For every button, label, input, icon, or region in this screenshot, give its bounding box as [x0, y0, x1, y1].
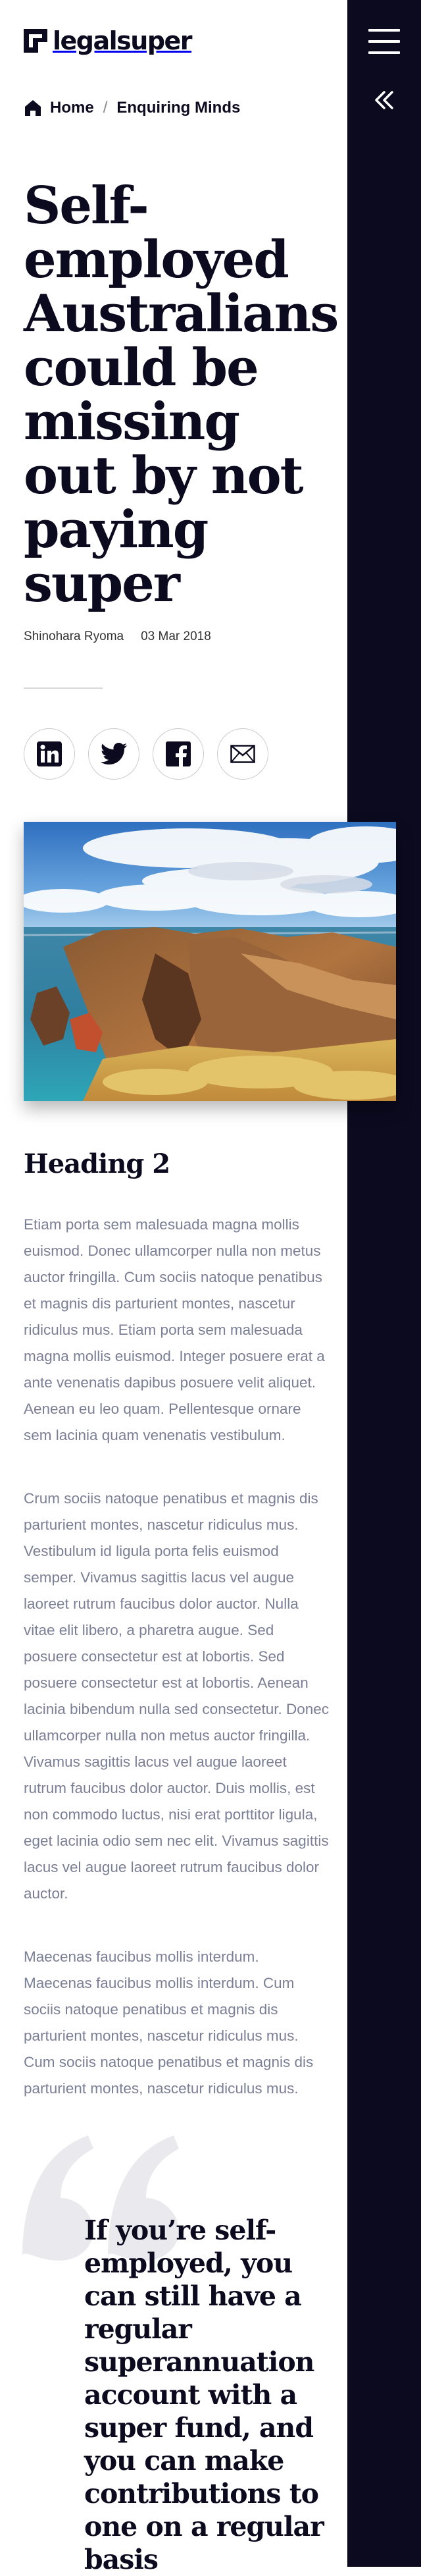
side-rail: [347, 0, 421, 2567]
article-paragraph-1: Etiam porta sem malesuada magna mollis euismod. Donec ullamcorper nulla non metus auctor fringilla. Cum sociis natoque penatibus et magnis dis parturient montes, nascetur ridiculus mus. Etiam porta sem malesuada magna mollis euismod. Integer posuere erat a ante venenatis dapibus posuere velit aliquet. Aenean eu leo quam. Pellentesque ornare sem lacinia quam venenatis vestibulum.: [24, 1216, 325, 1443]
breadcrumb-current-link[interactable]: Enquiring Minds: [116, 99, 241, 117]
hero-image: [24, 822, 396, 1101]
article-date: 03 Mar 2018: [141, 630, 211, 643]
twitter-icon: [101, 743, 127, 765]
article-paragraph-3: Maecenas faucibus mollis interdum. Maecenas faucibus mollis interdum. Cum sociis natoque penatibus et magnis dis parturient montes, nascetur ridiculus mus. Cum sociis natoque penatibus et magnis dis parturient montes, nascetur ridiculus mus.: [24, 1948, 314, 2097]
coastal-landscape-image: [24, 822, 396, 1101]
meta-divider: [24, 687, 103, 689]
brand-name: legalsuper: [53, 26, 192, 55]
double-chevron-left-icon[interactable]: [371, 87, 397, 113]
breadcrumb-separator: /: [103, 99, 108, 117]
menu-bar: [368, 51, 400, 54]
share-buttons: [24, 728, 268, 780]
logo-mark-icon: [24, 29, 47, 53]
menu-bar: [368, 29, 400, 32]
menu-bar: [368, 40, 400, 43]
breadcrumb-home-link[interactable]: Home: [50, 99, 94, 117]
section-heading: Heading 2: [24, 1148, 170, 1179]
linkedin-icon: [37, 741, 62, 766]
home-icon[interactable]: [24, 99, 42, 117]
article-meta: [24, 630, 211, 644]
article-author: Shinohara Ryoma: [24, 630, 124, 643]
email-icon: [230, 745, 255, 763]
share-facebook-button[interactable]: [153, 728, 204, 780]
article-title: Self-employed Australians could be missing out by not paying super: [24, 176, 338, 614]
brand-logo[interactable]: [24, 28, 191, 54]
facebook-icon: [166, 741, 191, 766]
pull-quote: If you’re self-employed, you can still have a regular superannuation account with a super fund, and you can make contributions to one on a regular basis: [84, 2214, 324, 2575]
share-linkedin-button[interactable]: [24, 728, 75, 780]
breadcrumb: [24, 97, 240, 119]
share-email-button[interactable]: [217, 728, 268, 780]
share-twitter-button[interactable]: [88, 728, 139, 780]
hamburger-menu-button[interactable]: [368, 29, 400, 54]
article-paragraph-2: Crum sociis natoque penatibus et magnis dis parturient montes, nascetur ridiculus mus. Vestibulum id ligula porta felis euismod semper. Vivamus sagittis lacus vel augue laoreet rutrum faucibus dolor auctor. Nulla vitae elit libero, a pharetra augue. Sed posuere consectetur est at lobortis. Sed posuere consectetur est at lobortis. Aenean lacinia bibendum nulla sed consectetur. Donec ullamcorper nulla non metus auctor fringilla. Vivamus sagittis lacus vel augue laoreet rutrum faucibus dolor auctor. Duis mollis, est non commodo luctus, nisi erat porttitor ligula, eget lacinia odio sem nec elit. Vivamus sagittis lacus vel augue laoreet rutrum faucibus dolor auctor.: [24, 1490, 330, 1902]
